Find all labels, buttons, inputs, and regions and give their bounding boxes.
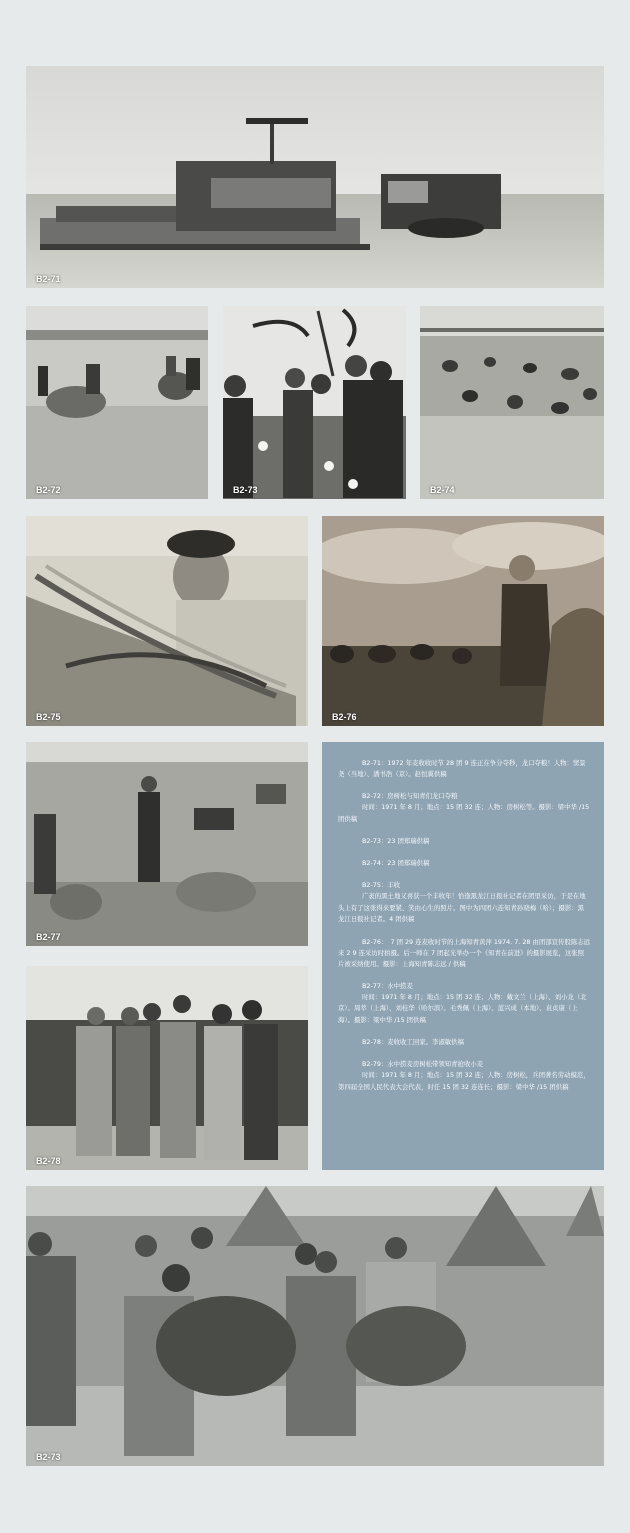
photo-b2-77	[26, 742, 308, 946]
photo-b2-76-image	[322, 516, 604, 726]
photo-label: B2-74	[430, 485, 455, 495]
caption-item	[338, 1037, 590, 1048]
photo-b2-75	[26, 516, 308, 726]
photo-b2-73a-image	[223, 306, 406, 499]
photo-b2-74	[420, 306, 604, 499]
caption-heading: B2-74：23 团郑瑞供稿	[362, 859, 430, 867]
caption-heading: B2-72：房树松与知青们龙口夺粮	[362, 792, 458, 800]
photo-label: B2-73	[36, 1452, 61, 1462]
photo-b2-78	[26, 966, 308, 1170]
photo-b2-73b-image	[26, 1186, 604, 1466]
photo-b2-73a	[223, 306, 406, 499]
photo-label: B2-75	[36, 712, 61, 722]
caption-item	[338, 1059, 590, 1093]
caption-item	[338, 981, 590, 1027]
photo-b2-78-image	[26, 966, 308, 1170]
photo-label: B2-76	[332, 712, 357, 722]
caption-item	[338, 858, 590, 869]
photo-b2-72-image	[26, 306, 208, 499]
photo-b2-76	[322, 516, 604, 726]
photo-label: B2-78	[36, 1156, 61, 1166]
photo-b2-71-image	[26, 66, 604, 288]
caption-item	[338, 758, 590, 780]
caption-heading: B2-71：1972 年麦收收时节 28 团 9 连正在争分夺秒，龙口夺粮！人物：窦景尧（当地）、潘书浩（京）。赵恒翼供稿	[338, 759, 586, 778]
photo-b2-73b	[26, 1186, 604, 1466]
photo-label: B2-71	[36, 274, 61, 284]
caption-item	[338, 880, 590, 926]
caption-body: 时间：1971 年 8 月；地点：15 团 32 连；人物：戴文兰（上海）、刘小龙（北京）、周萃（上海）、刘桂华（哈尔滨）、毛秀佩（上海）、蓝兴成（本地）、袁贞康（上海）。摄影：梁中华 /15 团供稿	[338, 992, 587, 1024]
photo-b2-71	[26, 66, 604, 288]
photo-b2-74-image	[420, 306, 604, 499]
caption-item	[338, 791, 590, 825]
caption-body: 广袤的黑土地又喜获一个丰收年！恰逢黑龙江日报社记者在团里采访，于是在地头上有了这张得来要紧、笑由心生的照片。图中为四团六连知青孙晓梅（哈）；摄影：黑龙江日报社记者。4 团供稿	[338, 892, 586, 923]
caption-body: 时间：1971 年 8 月；地点：15 团 32 连；人物：房树松等。摄影：梁中华 /15 团供稿	[338, 803, 590, 823]
caption-item	[338, 937, 590, 970]
caption-heading: B2-78：麦收收工回家。李淑敏供稿	[362, 1038, 464, 1046]
photo-b2-72	[26, 306, 208, 499]
photo-label: B2-72	[36, 485, 61, 495]
caption-heading: B2-76： 7 团 29 连麦收时节的上海知青黄萍 1974. 7. 28 由团部宣传股陈志远 来 2 9 连采访时拍摄。后一师在 7 团起光举办一个《知青在前进》的摄影展览，这张照片被采纳使用。摄影：上海知青陈志远 / 供稿	[338, 937, 591, 968]
photo-b2-75-image	[26, 516, 308, 726]
photo-label: B2-73	[233, 485, 258, 495]
photo-b2-77-image	[26, 742, 308, 946]
caption-heading: B2-73：23 团郑瑞供稿	[362, 837, 430, 845]
caption-heading: B2-77：水中捞麦	[362, 981, 413, 990]
caption-item	[338, 836, 590, 847]
caption-panel	[322, 742, 604, 1170]
caption-body: 时间：1971 年 8 月；地点：15 团 32 连；人物：房树松，兵团著名劳动模范，第四届全国人民代表大会代表，时任 15 团 32 连连长；摄影：梁中华 /15 团供稿	[338, 1071, 590, 1091]
caption-heading: B2-79：水中捞麦房树松带领知青抢收小麦	[362, 1060, 484, 1068]
caption-heading: B2-75：丰收	[362, 881, 401, 889]
photo-label: B2-77	[36, 932, 61, 942]
